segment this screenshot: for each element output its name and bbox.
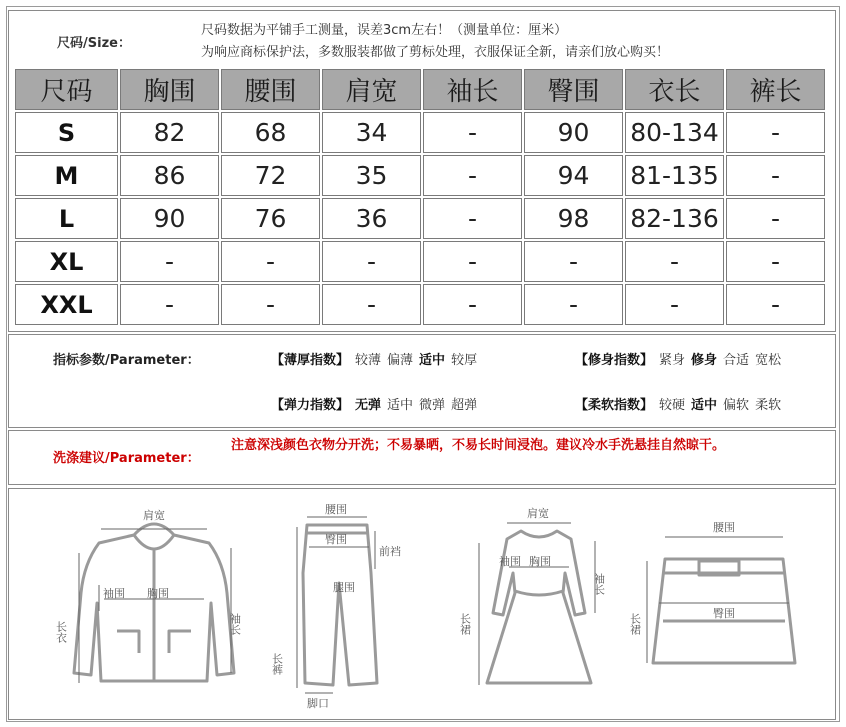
size-table-row bbox=[15, 112, 825, 153]
skirt-waist-label: 腰围 bbox=[713, 521, 735, 534]
size-value-cell: - bbox=[221, 241, 320, 282]
parameters-panel bbox=[8, 334, 836, 428]
label-removal-note: 为响应商标保护法，多数服装都做了剪标处理，衣服保证全新，请亲们放心购买！ bbox=[201, 45, 670, 60]
size-value-cell: - bbox=[423, 284, 522, 325]
size-value-cell: 98 bbox=[524, 198, 623, 239]
dress-diagram bbox=[459, 503, 619, 703]
elasticity-option: 超弹 bbox=[451, 398, 478, 413]
size-value-cell: - bbox=[726, 155, 825, 196]
size-table-header-cell: 袖长 bbox=[423, 69, 522, 110]
size-table-header-cell: 胸围 bbox=[120, 69, 219, 110]
size-table-header-cell: 腰围 bbox=[221, 69, 320, 110]
size-value-cell: 82 bbox=[120, 112, 219, 153]
size-value-cell: - bbox=[726, 198, 825, 239]
size-table-header-cell: 臀围 bbox=[524, 69, 623, 110]
pants-thigh-label: 腿围 bbox=[333, 581, 355, 594]
size-value-cell: - bbox=[322, 284, 421, 325]
elasticity-option: 微弹 bbox=[419, 398, 446, 413]
skirt-diagram bbox=[628, 513, 819, 693]
jacket-sleeve-length-label: 袖长 bbox=[228, 613, 242, 635]
size-label-cell: XXL bbox=[15, 284, 118, 325]
skirt-hip-label: 臀围 bbox=[713, 607, 735, 620]
size-table bbox=[13, 67, 827, 327]
size-value-cell: 82-136 bbox=[625, 198, 724, 239]
size-value-cell: - bbox=[322, 241, 421, 282]
thickness-option: 适中 bbox=[419, 353, 446, 368]
size-chart-panel bbox=[8, 10, 836, 332]
size-label-cell: S bbox=[15, 112, 118, 153]
size-table-row bbox=[15, 198, 825, 239]
parameters-label: 指标参数/Parameter： bbox=[53, 353, 200, 368]
size-value-cell: - bbox=[524, 284, 623, 325]
skirt-length-label: 长裙 bbox=[628, 613, 642, 635]
pants-hip-label: 臀围 bbox=[325, 533, 347, 546]
size-table-header-row bbox=[15, 69, 825, 110]
size-table-header-cell: 裤长 bbox=[726, 69, 825, 110]
size-value-cell: 76 bbox=[221, 198, 320, 239]
washing-panel bbox=[8, 430, 836, 485]
size-label: 尺码/Size： bbox=[57, 36, 131, 51]
size-value-cell: - bbox=[423, 112, 522, 153]
thickness-option: 较厚 bbox=[451, 353, 478, 368]
size-value-cell: - bbox=[726, 284, 825, 325]
size-value-cell: - bbox=[726, 112, 825, 153]
jacket-diagram bbox=[54, 503, 249, 703]
fit-option: 合适 bbox=[723, 353, 750, 368]
size-label-cell: M bbox=[15, 155, 118, 196]
size-value-cell: - bbox=[524, 241, 623, 282]
thickness-index bbox=[271, 349, 477, 368]
size-table-header-cell: 肩宽 bbox=[322, 69, 421, 110]
size-value-cell: - bbox=[625, 284, 724, 325]
size-table-row bbox=[15, 155, 825, 196]
softness-index bbox=[575, 394, 781, 413]
size-label-cell: XL bbox=[15, 241, 118, 282]
size-value-cell: 72 bbox=[221, 155, 320, 196]
pants-waist-label: 腰围 bbox=[325, 503, 347, 516]
size-value-cell: - bbox=[423, 241, 522, 282]
size-value-cell: 68 bbox=[221, 112, 320, 153]
size-value-cell: 86 bbox=[120, 155, 219, 196]
pants-front-rise-label: 前裆 bbox=[379, 545, 401, 558]
measurement-diagrams-panel bbox=[8, 488, 836, 720]
fit-option: 修身 bbox=[691, 353, 718, 368]
dress-sleeve-width-label: 袖围 bbox=[499, 555, 521, 568]
softness-option: 较硬 bbox=[659, 398, 686, 413]
size-value-cell: - bbox=[625, 241, 724, 282]
elasticity-option: 无弹 bbox=[355, 398, 382, 413]
size-value-cell: - bbox=[120, 241, 219, 282]
size-value-cell: - bbox=[423, 198, 522, 239]
pants-hem-label: 脚口 bbox=[307, 697, 329, 710]
size-table-row bbox=[15, 241, 825, 282]
dress-chest-label: 胸围 bbox=[529, 555, 551, 568]
thickness-option: 较薄 bbox=[355, 353, 382, 368]
softness-option: 柔软 bbox=[755, 398, 782, 413]
jacket-sleeve-width-label: 袖围 bbox=[103, 587, 125, 600]
dress-shoulder-label: 肩宽 bbox=[527, 507, 549, 520]
thickness-option: 偏薄 bbox=[387, 353, 414, 368]
size-table-header-cell: 尺码 bbox=[15, 69, 118, 110]
size-value-cell: - bbox=[423, 155, 522, 196]
dress-sleeve-length-label: 袖长 bbox=[592, 573, 606, 595]
fit-index-name: 【修身指数】 bbox=[575, 353, 654, 368]
elasticity-index bbox=[271, 394, 477, 413]
size-value-cell: 90 bbox=[120, 198, 219, 239]
washing-instructions: 注意深浅颜色衣物分开洗；不易暴晒，不易长时间浸泡。建议冷水手洗悬挂自然晾干。 bbox=[231, 438, 726, 453]
pants-length-label: 长裤 bbox=[270, 653, 284, 675]
washing-label: 洗涤建议/Parameter： bbox=[53, 451, 200, 466]
size-value-cell: 35 bbox=[322, 155, 421, 196]
thickness-index-name: 【薄厚指数】 bbox=[271, 353, 350, 368]
softness-index-name: 【柔软指数】 bbox=[575, 398, 654, 413]
size-label-cell: L bbox=[15, 198, 118, 239]
size-value-cell: 81-135 bbox=[625, 155, 724, 196]
size-value-cell: 80-134 bbox=[625, 112, 724, 153]
jacket-chest-label: 胸围 bbox=[147, 587, 169, 600]
elasticity-index-name: 【弹力指数】 bbox=[271, 398, 350, 413]
size-table-header-cell: 衣长 bbox=[625, 69, 724, 110]
size-value-cell: - bbox=[120, 284, 219, 325]
jacket-length-label: 长衣 bbox=[54, 621, 68, 643]
pants-diagram bbox=[267, 503, 427, 713]
elasticity-option: 适中 bbox=[387, 398, 414, 413]
fit-index bbox=[575, 349, 781, 368]
fit-option: 宽松 bbox=[755, 353, 782, 368]
softness-option: 适中 bbox=[691, 398, 718, 413]
size-value-cell: 90 bbox=[524, 112, 623, 153]
measurement-note: 尺码数据为平铺手工测量，误差3cm左右！（测量单位：厘米） bbox=[201, 23, 568, 38]
size-table-row bbox=[15, 284, 825, 325]
jacket-shoulder-label: 肩宽 bbox=[143, 509, 165, 522]
size-value-cell: 94 bbox=[524, 155, 623, 196]
size-value-cell: 36 bbox=[322, 198, 421, 239]
fit-option: 紧身 bbox=[659, 353, 686, 368]
softness-option: 偏软 bbox=[723, 398, 750, 413]
size-value-cell: 34 bbox=[322, 112, 421, 153]
size-value-cell: - bbox=[221, 284, 320, 325]
dress-length-label: 长裙 bbox=[458, 613, 472, 635]
size-value-cell: - bbox=[726, 241, 825, 282]
